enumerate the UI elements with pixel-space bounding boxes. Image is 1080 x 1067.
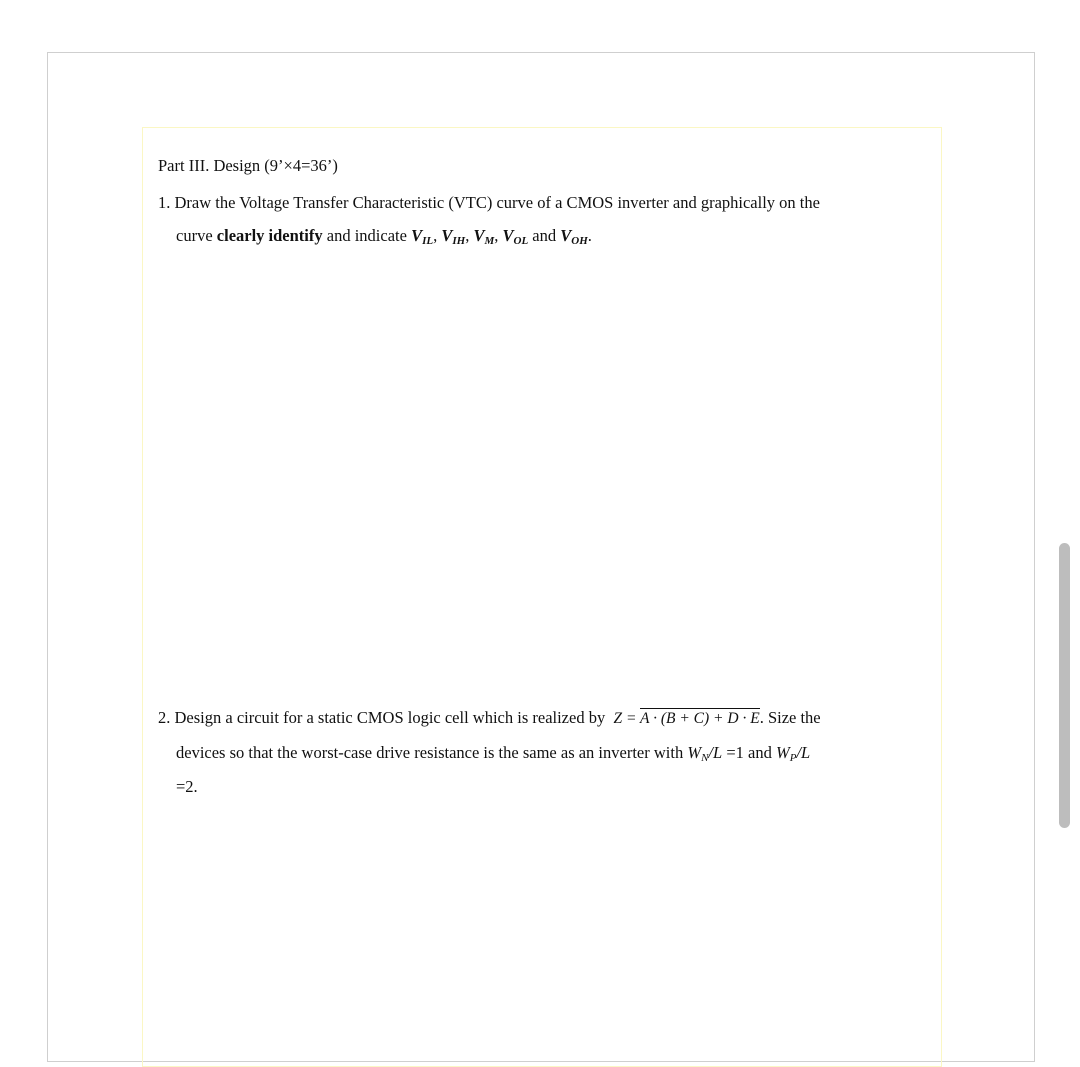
content-box	[142, 127, 942, 1067]
q2-line1: 2. Design a circuit for a static CMOS logic cell which is realized by Z = A · (B + C) + D · E. Size the	[158, 708, 821, 727]
v-m: $V_M$	[473, 226, 495, 247]
v-ol: $V_{OL}$	[502, 226, 529, 247]
part-heading: Part III. Design (9’×4=36’)	[158, 156, 338, 175]
q2-line3: =2.	[176, 777, 198, 796]
vertical-scrollbar-thumb[interactable]	[1059, 543, 1070, 828]
v-ih: $V_{IH}$	[441, 226, 466, 247]
formula-overline: A · (B + C) + D · E	[640, 710, 760, 727]
q1-line2: curve clearly identify and indicate $V_{IL}$, $V_{IH}$, $V_M$, $V_{OL}$ and $V_{OH}$.	[176, 226, 592, 247]
wp-ratio: $W_P/L$	[775, 743, 811, 764]
q2-line2: devices so that the worst-case drive resistance is the same as an inverter with $W_N/L =1$ and $W_P/L$	[176, 743, 811, 764]
q2-number: 2.	[158, 708, 171, 727]
q1-line1: 1. Draw the Voltage Transfer Characteristic (VTC) curve of a CMOS inverter and graphically on the	[158, 193, 820, 212]
logic-formula: Z = A · (B + C) + D · E	[613, 710, 760, 727]
v-il: $V_{IL}$	[411, 226, 434, 247]
q1-number: 1.	[158, 193, 171, 212]
wn-ratio: $W_N/L$	[687, 743, 723, 764]
v-oh: $V_{OH}$	[560, 226, 588, 247]
q1-emphasis: clearly identify	[216, 226, 323, 245]
